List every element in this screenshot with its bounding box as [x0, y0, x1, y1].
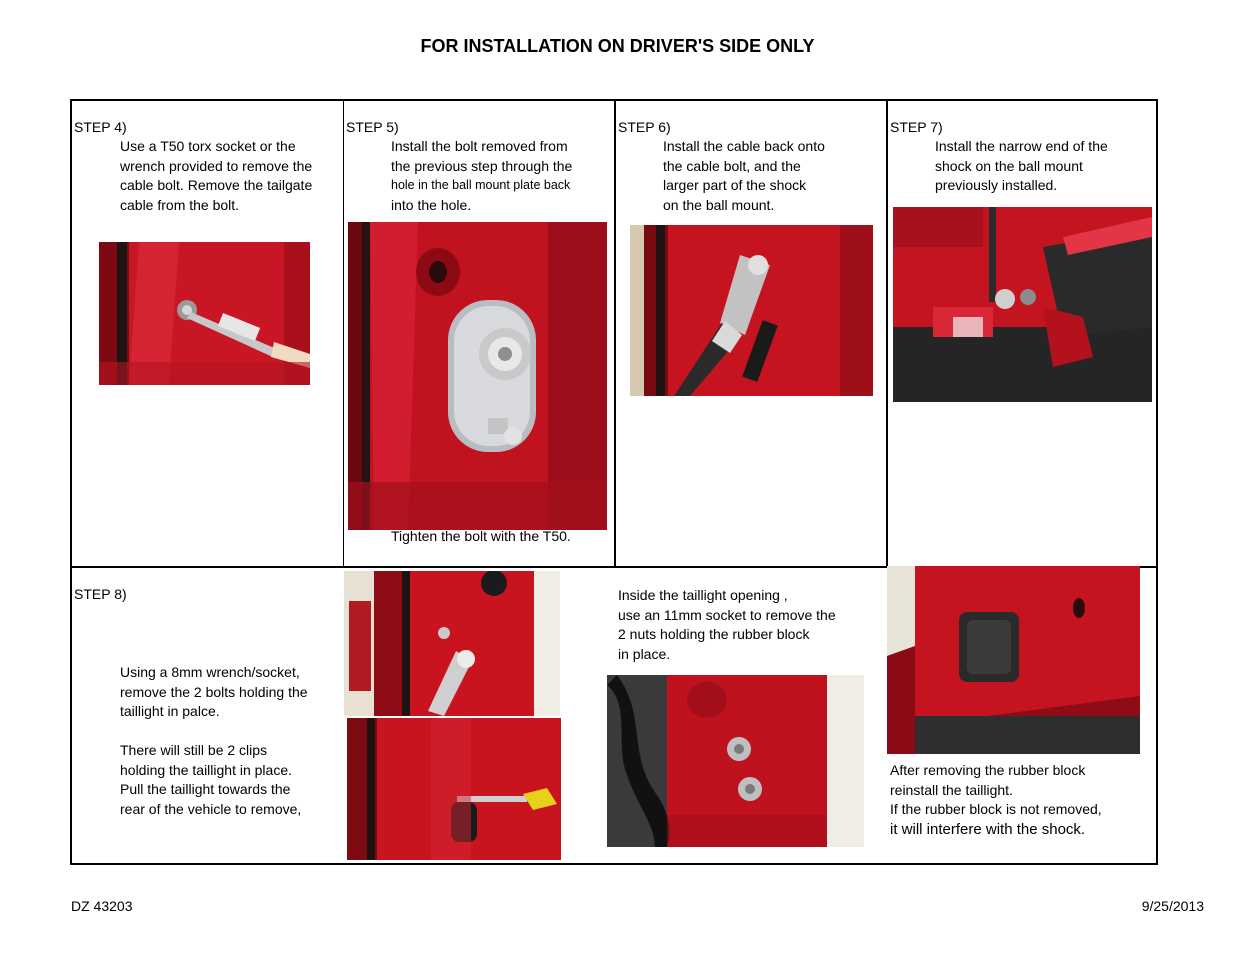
text-line: Using a 8mm wrench/socket, [120, 664, 300, 680]
text-line: Install the bolt removed from [391, 138, 568, 154]
step-7-text [935, 137, 1150, 196]
divider [886, 100, 888, 567]
step-7-label: STEP 7) [890, 119, 943, 135]
step-8-label: STEP 8) [74, 586, 127, 602]
step-5-caption: Tighten the bolt with the T50. [391, 528, 571, 544]
text-line: Install the narrow end of the [935, 138, 1108, 154]
step-5-text [391, 137, 611, 215]
step-6-label: STEP 6) [618, 119, 671, 135]
divider [343, 100, 344, 567]
text-line: remove the 2 bolts holding the [120, 683, 308, 700]
text-line: cable from the bolt. [120, 196, 240, 213]
text-line: into the hole. [391, 196, 472, 213]
text-line: 2 nuts holding the rubber block [618, 626, 810, 642]
step-8-photo-bottom [347, 718, 561, 860]
text-line: Pull the taillight towards the [120, 781, 291, 797]
text-line: hole in the ball mount plate back [391, 178, 571, 192]
step-8-middle-text [618, 586, 878, 664]
text-line: If the rubber block is not removed, [890, 801, 1102, 817]
text-line: Use a T50 torx socket or the [120, 138, 296, 154]
text-line: it will interfere with the shock. [890, 820, 1086, 838]
step-4-photo [99, 242, 310, 385]
step-7-photo [893, 207, 1152, 402]
text-line: There will still be 2 clips [120, 742, 268, 758]
text-line: holding the taillight in place. [120, 761, 293, 778]
text-line: rear of the vehicle to remove, [120, 800, 302, 817]
spacer [120, 722, 340, 742]
text-line: the cable bolt, and the [663, 157, 801, 174]
document-id: DZ 43203 [71, 898, 133, 914]
text-line: Inside the taillight opening , [618, 587, 788, 603]
text-line: on the ball mount. [663, 196, 775, 213]
text-line: Install the cable back onto [663, 138, 825, 154]
text-line: After removing the rubber block [890, 762, 1086, 778]
step-6-text [663, 137, 883, 215]
text-line: shock on the ball mount [935, 157, 1083, 174]
step-8-text [120, 663, 340, 819]
text-line: wrench provided to remove the [120, 157, 313, 174]
step-5-label: STEP 5) [346, 119, 399, 135]
document-date: 9/25/2013 [1141, 898, 1204, 914]
step-6-photo [630, 225, 873, 396]
step-8-photo-top [344, 571, 560, 716]
step-4-label: STEP 4) [74, 119, 127, 135]
text-line: taillight in palce. [120, 703, 220, 719]
step-8-photo-middle [607, 675, 864, 847]
text-line: reinstall the taillight. [890, 781, 1013, 798]
page-title: FOR INSTALLATION ON DRIVER'S SIDE ONLY [420, 36, 815, 56]
text-line: larger part of the shock [663, 177, 807, 193]
text-line: in place. [618, 645, 671, 662]
step-8-photo-right [887, 566, 1140, 754]
step-5-photo [348, 222, 607, 530]
step-8-right-text [890, 761, 1155, 839]
step-4-text [120, 137, 335, 215]
text-line: cable bolt. Remove the tailgate [120, 177, 313, 193]
text-line: the previous step through the [391, 157, 573, 174]
text-line: use an 11mm socket to remove the [618, 606, 836, 623]
divider [614, 100, 616, 567]
text-line: previously installed. [935, 177, 1058, 193]
